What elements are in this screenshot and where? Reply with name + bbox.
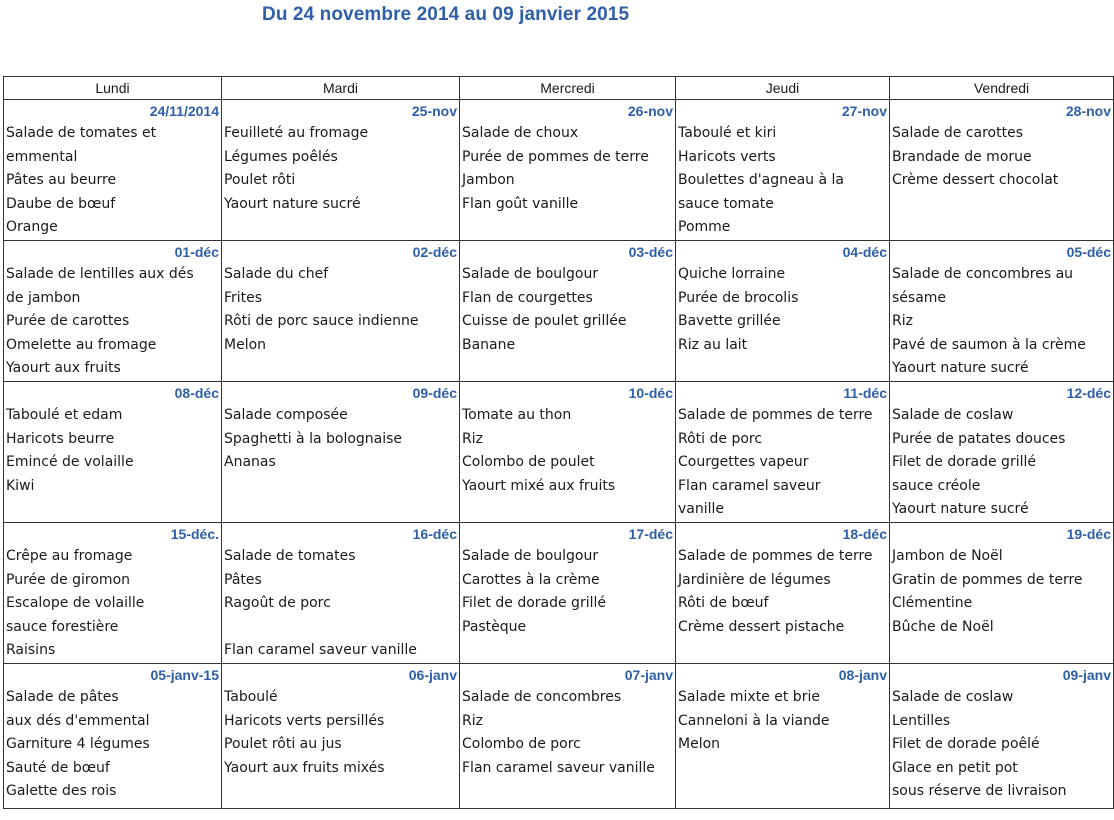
menu-item: Salade de choux	[462, 125, 579, 141]
menu-cell	[676, 382, 890, 523]
menu-cell	[222, 523, 460, 664]
menu-date: 08-déc	[174, 385, 219, 401]
menu-item: Purée de giromon	[6, 571, 131, 588]
menu-cell	[676, 523, 890, 664]
menu-item: Salade de tomates et	[6, 125, 157, 141]
menu-date: 18-déc	[842, 526, 887, 542]
menu-item: Yaourt nature sucré	[892, 501, 1029, 518]
menu-cell	[890, 664, 1114, 809]
menu-item: Colombo de porc	[462, 736, 581, 753]
menu-date: 16-déc	[412, 526, 457, 542]
menu-item: Salade de concombres au	[892, 266, 1074, 282]
menu-date: 02-déc	[412, 244, 457, 260]
menu-cell	[890, 382, 1114, 523]
menu-item: Salade de pâtes	[6, 689, 119, 705]
menu-item: de jambon	[6, 289, 81, 306]
menu-item: vanille	[678, 501, 725, 518]
menu-cell	[676, 241, 890, 382]
menu-item: Légumes poêlés	[224, 148, 338, 165]
menu-item: Haricots verts	[678, 148, 776, 165]
day-header-mercredi: Mercredi	[460, 77, 676, 100]
menu-item: Melon	[678, 736, 721, 753]
day-header-row	[4, 77, 1114, 100]
menu-item: Purée de brocolis	[678, 289, 799, 306]
menu-date: 03-déc	[628, 244, 673, 260]
menu-item: Taboulé et edam	[6, 407, 123, 423]
menu-item: Purée de pommes de terre	[462, 148, 649, 165]
menu-item: Garniture 4 légumes	[6, 736, 150, 753]
menu-date: 26-nov	[627, 103, 673, 119]
menu-item: Filet de dorade grillé	[462, 595, 606, 612]
menu-item: Brandade de morue	[892, 148, 1032, 165]
menu-date: 01-déc	[174, 244, 219, 260]
menu-item: Salade mixte et brie	[678, 689, 820, 705]
menu-item: Flan de courgettes	[462, 289, 593, 306]
menu-item: Crème dessert pistache	[678, 618, 845, 635]
menu-date: 15-déc.	[170, 526, 219, 542]
menu-cell	[676, 100, 890, 241]
menu-item: Yaourt aux fruits	[6, 360, 121, 377]
menu-item: Ananas	[224, 454, 276, 471]
menu-item: Galette des rois	[6, 783, 117, 800]
menu-item: Riz au lait	[678, 336, 748, 353]
menu-item: Poulet rôti	[224, 172, 296, 189]
menu-date: 08-janv	[838, 667, 887, 683]
menu-item: Sauté de bœuf	[6, 759, 110, 776]
menu-cell	[460, 241, 676, 382]
menu-item: Ragoût de porc	[224, 595, 331, 612]
menu-cell	[460, 523, 676, 664]
menu-cell	[890, 523, 1114, 664]
menu-item: Rôti de porc	[678, 430, 763, 447]
week-row	[4, 100, 1114, 241]
menu-cell	[890, 100, 1114, 241]
menu-date: 25-nov	[411, 103, 457, 119]
day-header-vendredi: Vendredi	[890, 77, 1114, 100]
menu-item: Lentilles	[892, 712, 951, 729]
menu-item: Escalope de volaille	[6, 595, 145, 612]
week-row	[4, 664, 1114, 809]
menu-item: Salade de concombres	[462, 689, 622, 705]
menu-item: Pâtes	[224, 571, 262, 588]
menu-item: Feuilleté au fromage	[224, 125, 369, 141]
menu-item: Kiwi	[6, 477, 35, 494]
menu-item: Riz	[892, 313, 913, 330]
menu-item: Bûche de Noël	[892, 618, 994, 635]
menu-item: Frites	[224, 289, 263, 306]
menu-item: Salade de tomates	[224, 548, 356, 564]
menu-cell	[460, 100, 676, 241]
menu-item: Pavé de saumon à la crème	[892, 336, 1086, 353]
menu-date: 07-janv	[624, 667, 673, 683]
menu-item: Tomate au thon	[462, 407, 572, 423]
menu-item: Boulettes d'agneau à la	[678, 172, 844, 189]
menu-item: Flan goût vanille	[462, 195, 579, 212]
menu-item: Salade de coslaw	[892, 689, 1014, 705]
day-header-lundi: Lundi	[4, 77, 222, 100]
menu-date: 11-déc	[843, 385, 887, 401]
week-row	[4, 382, 1114, 523]
menu-item: Taboulé	[224, 689, 278, 705]
menu-item: Filet de dorade poêlé	[892, 736, 1040, 753]
menu-item: Gratin de pommes de terre	[892, 571, 1083, 588]
day-header-jeudi: Jeudi	[676, 77, 890, 100]
menu-cell	[222, 664, 460, 809]
menu-item: Riz	[462, 430, 483, 447]
menu-cell	[222, 382, 460, 523]
menu-item: Yaourt mixé aux fruits	[462, 477, 616, 494]
menu-item: Salade du chef	[224, 266, 329, 282]
menu-cell	[460, 382, 676, 523]
menu-cell	[4, 100, 222, 241]
menu-item: emmental	[6, 148, 78, 165]
menu-date: 17-déc	[628, 526, 673, 542]
menu-cell	[890, 241, 1114, 382]
menu-item: Salade de pommes de terre	[678, 407, 873, 423]
menu-item: Jambon de Noël	[892, 548, 1003, 564]
menu-item: Purée de carottes	[6, 313, 130, 330]
menu-item: Salade de pommes de terre	[678, 548, 873, 564]
menu-item: Poulet rôti au jus	[224, 736, 342, 753]
menu-cell	[676, 664, 890, 809]
menu-item: Bavette grillée	[678, 313, 781, 330]
menu-cell	[4, 382, 222, 523]
menu-date: 12-déc	[1066, 385, 1111, 401]
menu-table	[3, 76, 1114, 809]
menu-date: 10-déc	[628, 385, 673, 401]
menu-item: Jambon	[462, 172, 515, 189]
menu-item: Salade de boulgour	[462, 266, 599, 282]
menu-item: Pomme	[678, 219, 731, 236]
menu-item: Filet de dorade grillé	[892, 454, 1036, 471]
menu-item: Raisins	[6, 642, 56, 659]
menu-item: sous réserve de livraison	[892, 783, 1067, 800]
week-row	[4, 523, 1114, 664]
menu-item: Salade composée	[224, 407, 348, 423]
menu-item: Daube de bœuf	[6, 195, 116, 212]
menu-item: Taboulé et kiri	[678, 125, 777, 141]
menu-cell	[4, 664, 222, 809]
menu-item: Haricots verts persillés	[224, 712, 385, 729]
menu-date: 05-déc	[1066, 244, 1111, 260]
menu-item: Yaourt nature sucré	[224, 195, 361, 212]
menu-cell	[460, 664, 676, 809]
menu-item: sauce tomate	[678, 195, 774, 212]
menu-cell	[4, 523, 222, 664]
menu-date: 27-nov	[841, 103, 887, 119]
menu-cell	[4, 241, 222, 382]
menu-item: Clémentine	[892, 595, 973, 612]
menu-item: sauce forestière	[6, 618, 119, 635]
menu-item: Haricots beurre	[6, 430, 115, 447]
menu-item: Salade de carottes	[892, 125, 1024, 141]
menu-item	[224, 616, 457, 640]
menu-item: Crêpe au fromage	[6, 548, 133, 564]
menu-date: 04-déc	[842, 244, 887, 260]
menu-item: Flan caramel saveur	[678, 477, 821, 494]
page-title: Du 24 novembre 2014 au 09 janvier 2015	[262, 4, 630, 25]
menu-item: Yaourt aux fruits mixés	[224, 759, 385, 776]
menu-item: Spaghetti à la bolognaise	[224, 430, 403, 447]
menu-item: Cuisse de poulet grillée	[462, 313, 627, 330]
menu-item: Rôti de porc sauce indienne	[224, 313, 419, 330]
menu-item: Salade de coslaw	[892, 407, 1014, 423]
menu-date: 06-janv	[408, 667, 457, 683]
menu-item: Purée de patates douces	[892, 430, 1066, 447]
day-header-mardi: Mardi	[222, 77, 460, 100]
menu-date: 09-janv	[1062, 667, 1111, 683]
menu-cell	[222, 241, 460, 382]
menu-item: Pastèque	[462, 618, 527, 635]
menu-item: Salade de boulgour	[462, 548, 599, 564]
menu-item: Melon	[224, 336, 267, 353]
menu-item: Crème dessert chocolat	[892, 172, 1059, 189]
menu-item: Canneloni à la viande	[678, 712, 830, 729]
week-row	[4, 241, 1114, 382]
menu-item: Banane	[462, 336, 516, 353]
menu-item: sauce créole	[892, 477, 981, 494]
menu-item: Orange	[6, 219, 58, 236]
menu-date: 05-janv-15	[150, 667, 219, 683]
menu-item: Colombo de poulet	[462, 454, 595, 471]
menu-item: Courgettes vapeur	[678, 454, 809, 471]
menu-item: sésame	[892, 289, 947, 306]
menu-date: 24/11/2014	[149, 103, 219, 119]
menu-date: 09-déc	[412, 385, 457, 401]
menu-item: Pâtes au beurre	[6, 172, 117, 189]
menu-item: Omelette au fromage	[6, 336, 157, 353]
menu-item: Riz	[462, 712, 483, 729]
menu-item: Jardinière de légumes	[678, 571, 831, 588]
menu-item: Flan caramel saveur vanille	[462, 759, 655, 776]
menu-item: aux dés d'emmental	[6, 712, 150, 729]
menu-item: Quiche lorraine	[678, 266, 786, 282]
menu-cell	[222, 100, 460, 241]
menu-item: Salade de lentilles aux dés	[6, 266, 194, 282]
menu-date: 28-nov	[1065, 103, 1111, 119]
menu-item: Rôti de bœuf	[678, 595, 769, 612]
menu-item: Flan caramel saveur vanille	[224, 642, 417, 659]
menu-date: 19-déc	[1066, 526, 1111, 542]
menu-item: Yaourt nature sucré	[892, 360, 1029, 377]
menu-item: Carottes à la crème	[462, 571, 600, 588]
menu-item: Emincé de volaille	[6, 454, 134, 471]
menu-item: Glace en petit pot	[892, 759, 1018, 776]
